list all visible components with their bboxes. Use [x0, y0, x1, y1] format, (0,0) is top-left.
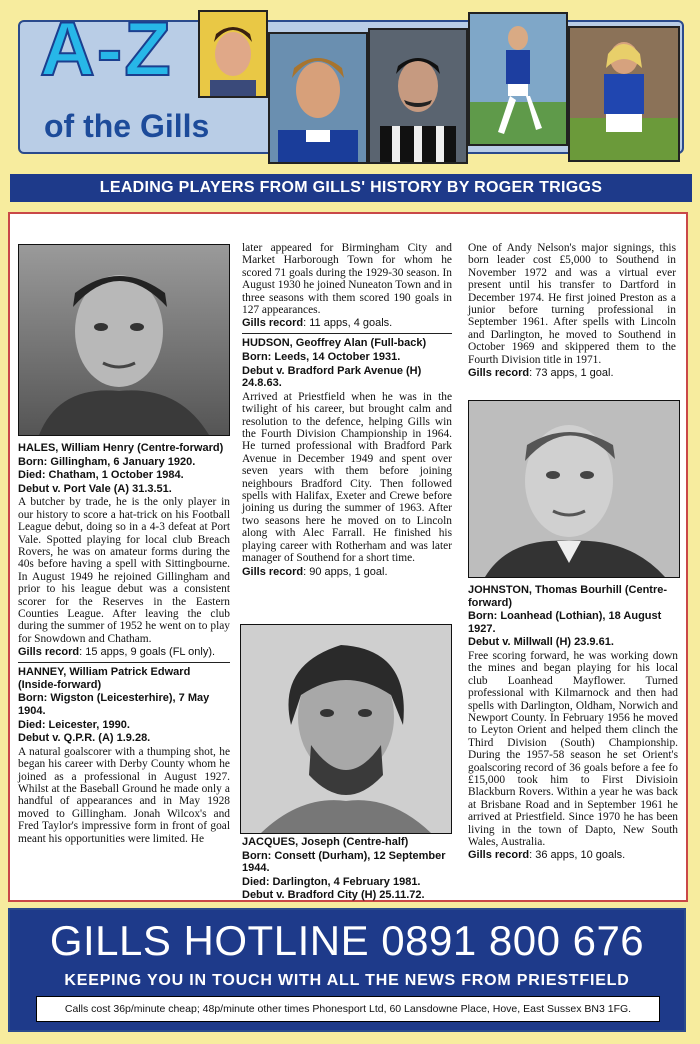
column-2-lower [242, 836, 452, 903]
hanney-died: Died: Leicester, 1990. [18, 718, 130, 731]
hanney-heading: HANNEY, William Patrick Edward (Inside-forward) [18, 666, 191, 691]
header-photo-5 [568, 26, 680, 162]
hudson-heading: HUDSON, Geoffrey Alan (Full-back) [242, 337, 427, 350]
hales-record: Gills record: 15 apps, 9 goals (FL only). [18, 646, 216, 659]
johnston-record: Gills record: 36 apps, 10 goals. [468, 849, 626, 862]
johnston-born: Born: Loanhead (Lothian), 18 August 1927. [468, 610, 662, 635]
article-panel [8, 212, 688, 902]
jacques-born: Born: Consett (Durham), 12 September 1944. [242, 849, 446, 875]
hudson-bio: Arrived at Priestfield when he was in the twilight of his career, but brought calm and resolution to the defence, helping Gills win the Fourth Division Championship in 1964. He turned professional with Bradford Park Avenue in December 1949 and spent over seven years with them before joining neighbours Bradford City. Then followed spells with Halifax, Exeter and Crewe before joining us during the summer of 1963. After two seasons here he moved on to Lincoln along with Alec Farrall. He finished his playing career with Rotherham and was later manager of Southend for a short time. [242, 390, 452, 565]
hales-died: Died: Chatham, 1 October 1984. [18, 469, 184, 482]
hudson-record: Gills record: 90 apps, 1 goal. [242, 565, 388, 578]
header-photo-1 [198, 10, 268, 98]
column-3-lower [468, 584, 678, 863]
hotline-small-print: Calls cost 36p/minute cheap; 48p/minute other times Phonesport Ltd, 60 Lansdowne Place, Hove, East Sussex BN3 1FG. [36, 996, 660, 1022]
hales-bio: A butcher by trade, he is the only player in our history to score a hat-trick on his Football League debut, doing so in a 4-3 defeat at Port Vale. Spotted playing for local club Breach Rovers, he was on amateur forms during the 40s before having a spell with Sittingbourne. In August 1949 he rejoined Gillingham and prior to his league debut was a consistent scorer for the Reserves in the Eastern Counties League. After leaving the club during the summer of 1952 he went on to play for Snowdown and Chatham. [18, 496, 230, 645]
column-1 [18, 442, 230, 846]
page-title: A-Z [40, 7, 173, 92]
johnston-debut: Debut v. Millwall (H) 23.9.61. [468, 636, 614, 649]
header-photo-4 [468, 12, 568, 146]
jacques-photo [240, 624, 452, 834]
jacques-died: Died: Darlington, 4 February 1981. [242, 875, 421, 888]
hales-heading: HALES, William Henry (Centre-forward) [18, 442, 224, 454]
column-3 [468, 242, 676, 381]
hales-debut: Debut v. Port Vale (A) 31.3.51. [18, 482, 172, 495]
jacques-debut: Debut v. Bradford City (H) 25.11.72. [242, 889, 425, 902]
johnston-bio: Free scoring forward, he was working down the mines and began playing for his local club Loanhead Mayflower. Turned professional with Kilmarnock and then had spells with Darlington, Oldham, Norwich and Newport County. In February 1956 he moved to Leyton Orient and helped them clinch the Third Division (South) Championship. During the 1957-58 season he set Orient's goalscoring record of 36 goals before a fee fo £15,000 took him to First Divisioin Blackburn Rovers. Within a year he was back at Brisbane Road and in September 1961 he arrived at Priestfield. Since 1970 he has been living in the town of Dapto, New South Wales, Australia. [468, 649, 678, 849]
banner-bar: LEADING PLAYERS FROM GILLS' HISTORY BY ROGER TRIGGS [10, 174, 692, 202]
hanney-record: Gills record: 11 apps, 4 goals. [242, 317, 393, 330]
header-photo-2 [268, 32, 368, 164]
hotline-tagline: KEEPING YOU IN TOUCH WITH ALL THE NEWS FROM PRIESTFIELD [64, 972, 630, 989]
jacques-bio: One of Andy Nelson's major signings, this born leader cost £5,000 to Southend in November 1972 and was a virtual ever present until his transfer to Dartford in December 1974. He first joined Preston as a junior before turning professional in September 1961. After spells with Lincoln and Darlington, he moved to Southend in October 1969 and skippered them to the Fourth Division title in 1971. [468, 242, 676, 366]
header-photo-3 [368, 28, 468, 164]
hotline-panel [8, 908, 686, 1032]
jacques-record: Gills record: 73 apps, 1 goal. [468, 367, 614, 380]
jacques-heading: JACQUES, Joseph (Centre-half) [242, 836, 409, 848]
johnston-photo [468, 400, 680, 578]
hudson-born: Born: Leeds, 14 October 1931. [242, 351, 401, 364]
hanney-debut: Debut v. Q.P.R. (A) 1.9.28. [18, 732, 151, 745]
johnston-heading: JOHNSTON, Thomas Bourhill (Centre-forward) [468, 584, 668, 609]
page-subtitle: of the Gills [44, 108, 210, 144]
hales-photo [18, 244, 230, 436]
hudson-debut: Debut v. Bradford Park Avenue (H) 24.8.63. [242, 364, 422, 390]
hotline-title: GILLS HOTLINE 0891 800 676 [49, 917, 645, 964]
divider [242, 333, 452, 334]
hales-born: Born: Gillingham, 6 January 1920. [18, 455, 196, 468]
hanney-born: Born: Wigston (Leicesterhire), 7 May 1904. [18, 692, 210, 718]
hanney-bio: A natural goalscorer with a thumping shot, he began his career with Derby County whom he joined as a professional in August 1927. Whilst at the Baseball Ground he made only a handful of appearances and in May 1928 moved to Gillingham. Jonah Wilcox's and Fred Taylor's impressive form in front of goal meant his opportunities were limited. He [18, 745, 230, 845]
column-2 [242, 242, 452, 580]
divider [18, 662, 230, 663]
hanney-bio-cont: later appeared for Birmingham City and Market Harborough Town for whom he scored 71 goals during the 1929-30 season. In August 1930 he joined Nuneaton Town and in three seasons with them scored 190 goals in 127 appearances. [242, 242, 453, 317]
